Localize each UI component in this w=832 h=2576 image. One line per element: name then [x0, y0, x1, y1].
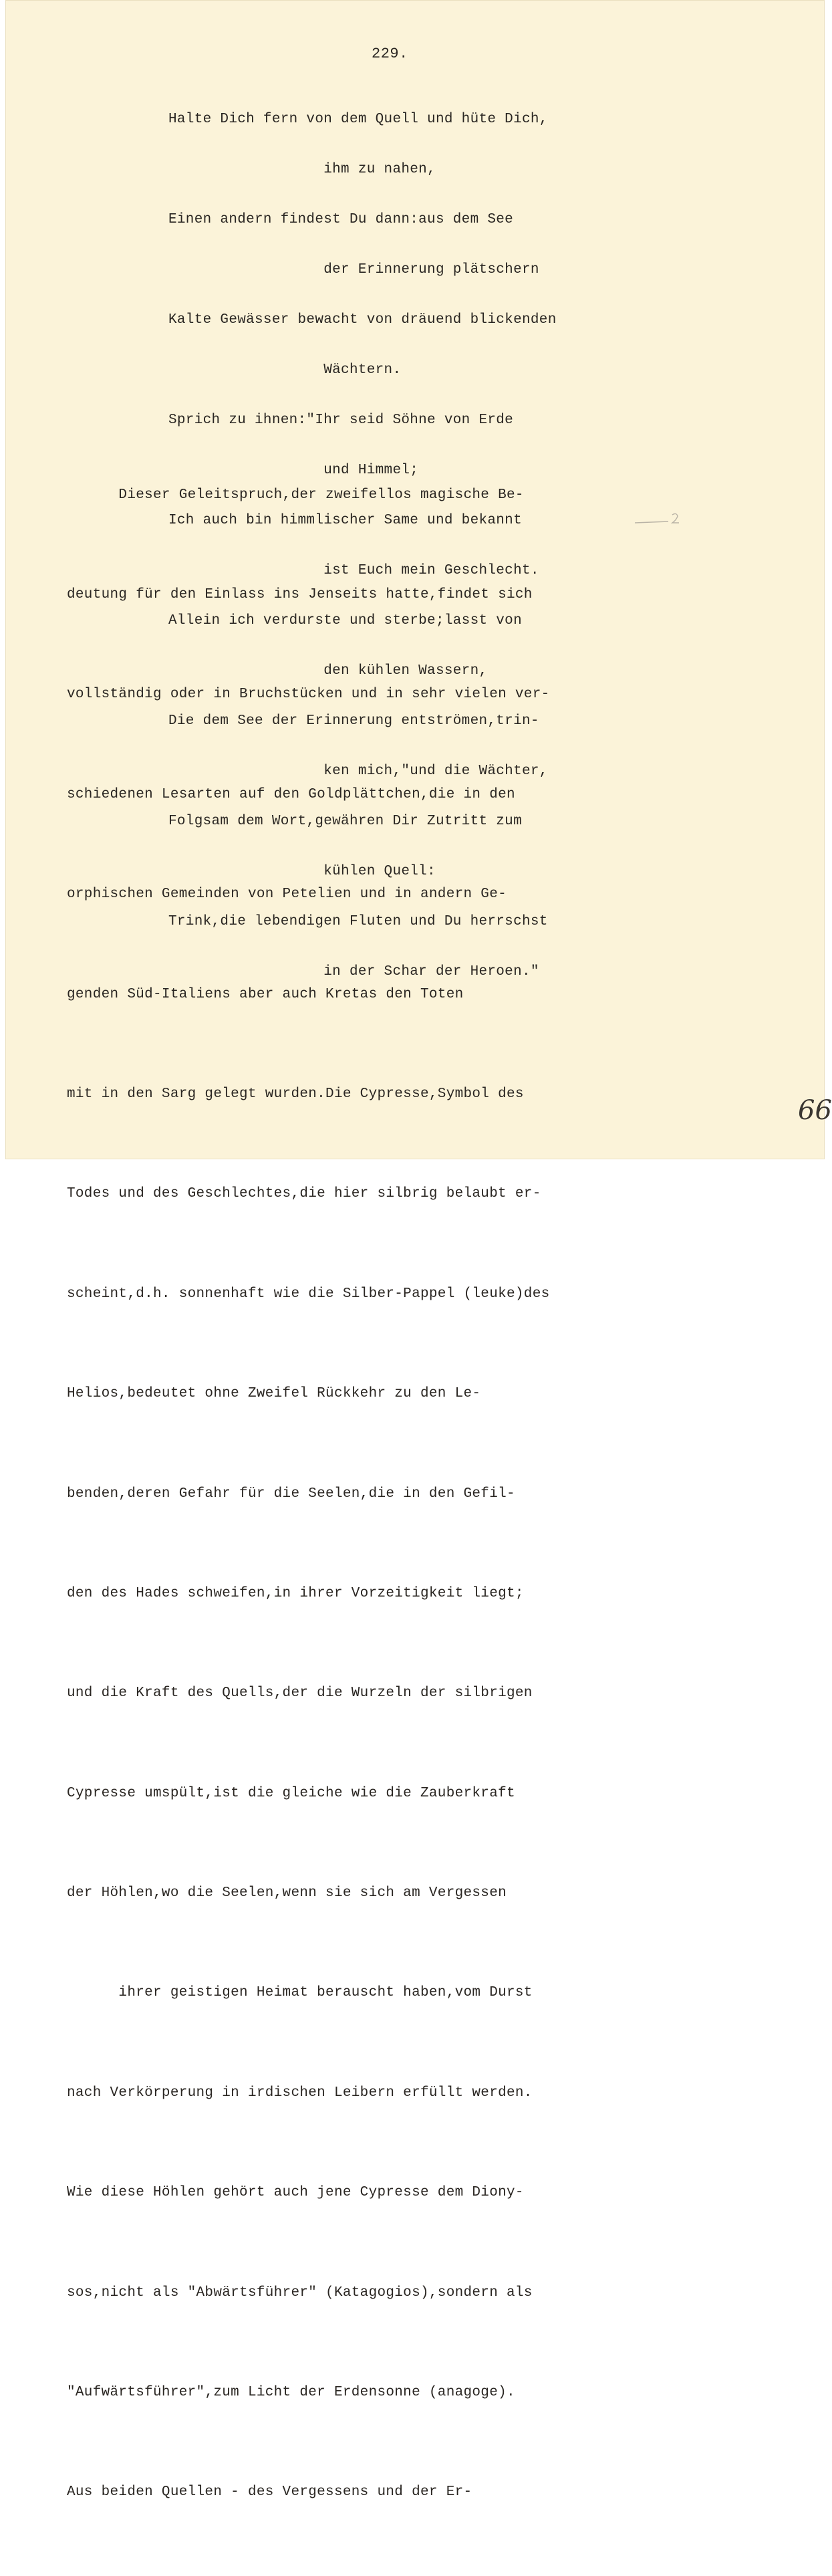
- poem-line: in der Schar der Heroen.": [168, 964, 539, 979]
- poem-line: ist Euch mein Geschlecht.: [168, 563, 539, 578]
- poem-line: Wächtern.: [168, 362, 402, 378]
- poem-line: den kühlen Wassern,: [168, 663, 488, 679]
- prose-line: deutung für den Einlass ins Jenseits hatte,findet sich: [67, 586, 533, 602]
- prose-line: "Aufwärtsführer",zum Licht der Erdensonne (anagoge).: [67, 2385, 515, 2401]
- prose-line: scheint,d.h. sonnenhaft wie die Silber-Pappel (leuke)des: [67, 1286, 550, 1302]
- prose-line: Todes und des Geschlechtes,die hier silbrig belaubt er-: [67, 1186, 541, 1202]
- prose-line: und die Kraft des Quells,der die Wurzeln der silbrigen: [67, 1685, 533, 1702]
- prose-line: nach Verkörperung in irdischen Leibern erfüllt werden.: [67, 2085, 533, 2101]
- poem-line: ihm zu nahen,: [168, 162, 436, 177]
- prose-line: ihrer geistigen Heimat berauscht haben,vom Durst: [67, 1985, 533, 2001]
- prose-line: Dieser Geleitspruch,der zweifellos magische Be-: [67, 487, 524, 503]
- poem-line: Halte Dich fern von dem Quell und hüte Dich,: [168, 112, 548, 127]
- prose-line: orphischen Gemeinden von Petelien und in andern Ge-: [67, 887, 507, 903]
- handwritten-folio-number: 66: [798, 1095, 832, 1126]
- prose-line: benden,deren Gefahr für die Seelen,die in den Gefil-: [67, 1486, 515, 1502]
- prose-line: Helios,bedeutet ohne Zweifel Rückkehr zu den Le-: [67, 1386, 481, 1402]
- poem-line: Einen andern findest Du dann:aus dem See: [168, 212, 514, 227]
- poem-line: Die dem See der Erinnerung entströmen,trin-: [168, 713, 539, 729]
- margin-pencil-mark: [634, 511, 682, 527]
- poem-line: Allein ich verdurste und sterbe;lasst von: [168, 613, 522, 628]
- poem-line: Ich auch bin himmlischer Same und bekannt: [168, 513, 522, 528]
- prose-line: genden Süd-Italiens aber auch Kretas den Toten: [67, 986, 464, 1002]
- prose-line: sos,nicht als "Abwärtsführer" (Katagogios),sondern als: [67, 2285, 533, 2301]
- poem-line: Folgsam dem Wort,gewähren Dir Zutritt zum: [168, 814, 522, 829]
- prose-line: vollständig oder in Bruchstücken und in sehr vielen ver-: [67, 687, 550, 703]
- poem-line: und Himmel;: [168, 463, 419, 478]
- prose-line: Aus beiden Quellen - des Vergessens und der Er-: [67, 2484, 472, 2500]
- prose-line: Wie diese Höhlen gehört auch jene Cypresse dem Diony-: [67, 2185, 524, 2201]
- prose-line: der Höhlen,wo die Seelen,wenn sie sich am Vergessen: [67, 1885, 507, 1901]
- poem-line: Trink,die lebendigen Fluten und Du herrschst: [168, 914, 548, 929]
- prose-line: schiedenen Lesarten auf den Goldplättchen,die in den: [67, 786, 515, 802]
- poem-line: kühlen Quell:: [168, 864, 436, 879]
- poem-line: ken mich,"und die Wächter,: [168, 764, 548, 779]
- poem-line: Kalte Gewässer bewacht von dräuend blickenden: [168, 312, 557, 328]
- prose-block: [67, 412, 550, 2576]
- poem-line: Sprich zu ihnen:"Ihr seid Söhne von Erde: [168, 413, 514, 428]
- prose-line: den des Hades schweifen,in ihrer Vorzeitigkeit liegt;: [67, 1585, 524, 1601]
- document-page: [5, 0, 832, 2500]
- page-number: 229.: [372, 45, 408, 62]
- prose-line: Cypresse umspült,ist die gleiche wie die Zauberkraft: [67, 1785, 515, 1801]
- prose-line: mit in den Sarg gelegt wurden.Die Cypresse,Symbol des: [67, 1086, 524, 1102]
- poem-line: der Erinnerung plätschern: [168, 262, 539, 277]
